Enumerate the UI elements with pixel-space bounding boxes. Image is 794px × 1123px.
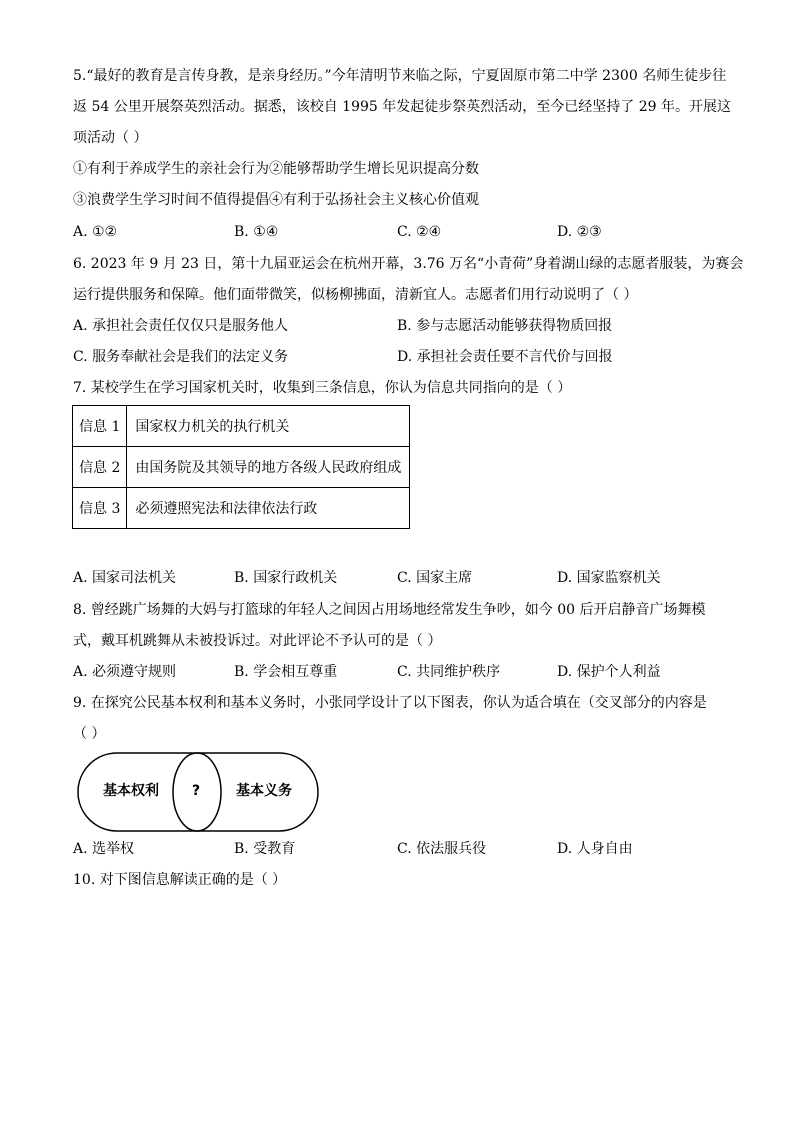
q6-option-d: D. 承担社会责任要不言代价与回报 — [397, 349, 613, 365]
info-value: 由国务院及其领导的地方各级人民政府组成 — [127, 447, 410, 488]
q6-stem-line-2: 运行提供服务和保障。他们面带微笑，似杨柳拂面，清新宜人。志愿者们用行动说明了（ ） — [73, 287, 638, 303]
q8-option-b: B. 学会相互尊重 — [234, 664, 338, 680]
q6-option-b: B. 参与志愿活动能够获得物质回报 — [397, 318, 613, 334]
q7-option-b: B. 国家行政机关 — [234, 570, 338, 586]
q9-option-a: A. 选举权 — [73, 841, 135, 857]
q8-option-a: A. 必须遵守规则 — [73, 664, 177, 680]
q8-option-c: C. 共同维护秩序 — [397, 664, 501, 680]
q7-option-a: A. 国家司法机关 — [73, 570, 177, 586]
q7-option-d: D. 国家监察机关 — [557, 570, 661, 586]
q8-stem-line-1: 8. 曾经跳广场舞的大妈与打篮球的年轻人之间因占用场地经常发生争吵，如今 00 后开启静音广场舞模 — [73, 602, 706, 618]
info-key: 信息 2 — [73, 447, 127, 488]
q9-option-c: C. 依法服兵役 — [397, 841, 487, 857]
q5-option-d: D. ②③ — [557, 224, 602, 240]
q5-stem-line-3: 项活动（ ） — [73, 130, 148, 146]
q6-option-c: C. 服务奉献社会是我们的法定义务 — [73, 349, 289, 365]
table-row — [73, 488, 410, 529]
q10-stem-line-1: 10. 对下图信息解读正确的是（ ） — [73, 872, 287, 888]
q5-option-c: C. ②④ — [397, 224, 442, 240]
q8-stem-line-2: 式，戴耳机跳舞从未被投诉过。对此评论不予认可的是（ ） — [73, 633, 442, 649]
table-row — [73, 447, 410, 488]
info-key: 信息 3 — [73, 488, 127, 529]
q7-info-table — [72, 405, 410, 529]
q5-option-b: B. ①④ — [234, 224, 279, 240]
diagram-right-label: 基本义务 — [236, 783, 292, 799]
q8-option-d: D. 保护个人利益 — [557, 664, 661, 680]
q5-option-a: A. ①② — [73, 224, 118, 240]
q9-option-b: B. 受教育 — [234, 841, 296, 857]
q9-stem-line-1: 9. 在探究公民基本权利和基本义务时，小张同学设计了以下图表，你认为适合填在（交叉部分的内容是 — [73, 695, 707, 711]
info-value: 必须遵照宪法和法律依法行政 — [127, 488, 410, 529]
q5-stem-line-1: 5.“最好的教育是言传身教，是亲身经历。”今年清明节来临之际，宁夏固原市第二中学 2300 名师生徒步往 — [73, 68, 727, 84]
info-key: 信息 1 — [73, 406, 127, 447]
diagram-center-label: ? — [192, 783, 201, 799]
q5-statement-1: ①有利于养成学生的亲社会行为②能够帮助学生增长见识提高分数 — [73, 161, 479, 177]
q7-stem-line-1: 7. 某校学生在学习国家机关时，收集到三条信息，你认为信息共同指向的是（ ） — [73, 380, 572, 396]
q5-statement-2: ③浪费学生学习时间不值得提倡④有利于弘扬社会主义核心价值观 — [73, 192, 479, 208]
q6-stem-line-1: 6. 2023 年 9 月 23 日，第十九届亚运会在杭州开幕，3.76 万名“小青荷”身着湖山绿的志愿者服装，为赛会 — [73, 256, 744, 272]
q9-stem-line-2: （ ） — [73, 726, 106, 742]
diagram-left-label: 基本权利 — [103, 783, 159, 799]
table-row — [73, 406, 410, 447]
q9-option-d: D. 人身自由 — [557, 841, 633, 857]
q5-stem-line-2: 返 54 公里开展祭英烈活动。据悉，该校自 1995 年发起徒步祭英烈活动，至今已经坚持了 29 年。开展这 — [73, 99, 731, 115]
q7-option-c: C. 国家主席 — [397, 570, 473, 586]
q6-option-a: A. 承担社会责任仅仅只是服务他人 — [73, 318, 289, 334]
info-value: 国家权力机关的执行机关 — [127, 406, 410, 447]
